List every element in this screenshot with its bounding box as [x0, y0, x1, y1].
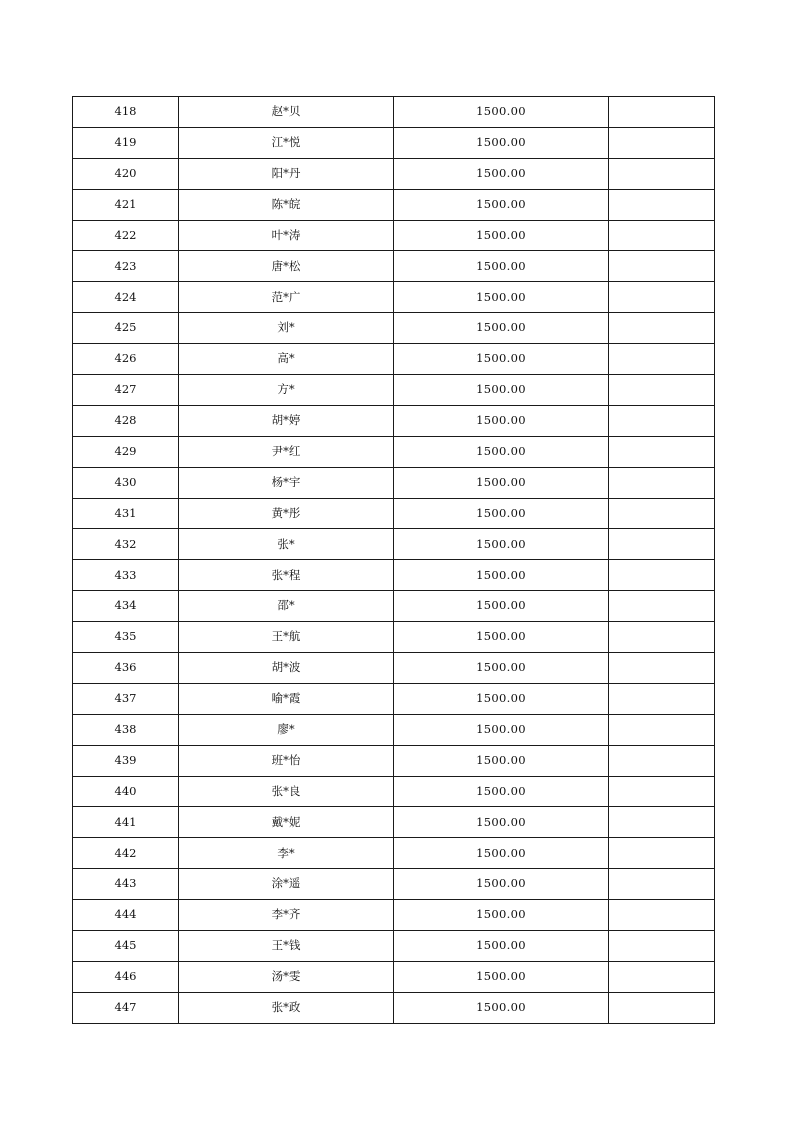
table-row — [73, 375, 715, 406]
serial-number-cell: 434 — [73, 591, 179, 622]
table-row — [73, 838, 715, 869]
name-cell: 李*齐 — [179, 900, 394, 931]
remark-cell — [609, 961, 715, 992]
amount-cell: 1500.00 — [394, 745, 609, 776]
serial-number-cell: 439 — [73, 745, 179, 776]
serial-number-cell: 421 — [73, 189, 179, 220]
remark-cell — [609, 127, 715, 158]
amount-cell: 1500.00 — [394, 498, 609, 529]
remark-cell — [609, 807, 715, 838]
amount-cell: 1500.00 — [394, 97, 609, 128]
table-row — [73, 97, 715, 128]
remark-cell — [609, 220, 715, 251]
remark-cell — [609, 97, 715, 128]
serial-number-cell: 447 — [73, 992, 179, 1023]
remark-cell — [609, 714, 715, 745]
name-cell: 喻*霞 — [179, 683, 394, 714]
table-row — [73, 189, 715, 220]
table-row — [73, 683, 715, 714]
amount-cell: 1500.00 — [394, 375, 609, 406]
amount-cell: 1500.00 — [394, 869, 609, 900]
serial-number-cell: 427 — [73, 375, 179, 406]
amount-cell: 1500.00 — [394, 282, 609, 313]
serial-number-cell: 432 — [73, 529, 179, 560]
amount-cell: 1500.00 — [394, 158, 609, 189]
remark-cell — [609, 931, 715, 962]
table-row — [73, 900, 715, 931]
serial-number-cell: 437 — [73, 683, 179, 714]
name-cell: 唐*松 — [179, 251, 394, 282]
remark-cell — [609, 467, 715, 498]
amount-cell: 1500.00 — [394, 189, 609, 220]
serial-number-cell: 433 — [73, 560, 179, 591]
remark-cell — [609, 900, 715, 931]
serial-number-cell: 441 — [73, 807, 179, 838]
amount-cell: 1500.00 — [394, 776, 609, 807]
serial-number-cell: 429 — [73, 436, 179, 467]
name-cell: 江*悦 — [179, 127, 394, 158]
serial-number-cell: 438 — [73, 714, 179, 745]
table-row — [73, 560, 715, 591]
serial-number-cell: 442 — [73, 838, 179, 869]
name-cell: 杨*宇 — [179, 467, 394, 498]
amount-cell: 1500.00 — [394, 992, 609, 1023]
amount-cell: 1500.00 — [394, 127, 609, 158]
remark-cell — [609, 653, 715, 684]
serial-number-cell: 425 — [73, 313, 179, 344]
amount-cell: 1500.00 — [394, 560, 609, 591]
table-row — [73, 992, 715, 1023]
serial-number-cell: 431 — [73, 498, 179, 529]
amount-cell: 1500.00 — [394, 961, 609, 992]
name-cell: 李* — [179, 838, 394, 869]
table-row — [73, 931, 715, 962]
table-row — [73, 344, 715, 375]
name-cell: 尹*红 — [179, 436, 394, 467]
serial-number-cell: 436 — [73, 653, 179, 684]
table-row — [73, 961, 715, 992]
remark-cell — [609, 591, 715, 622]
amount-cell: 1500.00 — [394, 653, 609, 684]
name-cell: 班*怡 — [179, 745, 394, 776]
amount-cell: 1500.00 — [394, 931, 609, 962]
remark-cell — [609, 189, 715, 220]
table-row — [73, 127, 715, 158]
table-row — [73, 653, 715, 684]
name-cell: 汤*雯 — [179, 961, 394, 992]
table-row — [73, 282, 715, 313]
remark-cell — [609, 683, 715, 714]
name-cell: 张*政 — [179, 992, 394, 1023]
table-row — [73, 436, 715, 467]
table-row — [73, 807, 715, 838]
roster-table — [72, 96, 715, 1024]
name-cell: 涂*遥 — [179, 869, 394, 900]
amount-cell: 1500.00 — [394, 807, 609, 838]
amount-cell: 1500.00 — [394, 344, 609, 375]
table-row — [73, 467, 715, 498]
serial-number-cell: 426 — [73, 344, 179, 375]
roster-table-body — [73, 97, 715, 1024]
name-cell: 方* — [179, 375, 394, 406]
remark-cell — [609, 313, 715, 344]
remark-cell — [609, 869, 715, 900]
remark-cell — [609, 622, 715, 653]
remark-cell — [609, 251, 715, 282]
remark-cell — [609, 344, 715, 375]
serial-number-cell: 440 — [73, 776, 179, 807]
serial-number-cell: 446 — [73, 961, 179, 992]
table-row — [73, 220, 715, 251]
remark-cell — [609, 838, 715, 869]
table-row — [73, 622, 715, 653]
remark-cell — [609, 529, 715, 560]
remark-cell — [609, 776, 715, 807]
name-cell: 张*程 — [179, 560, 394, 591]
table-row — [73, 405, 715, 436]
table-row — [73, 591, 715, 622]
name-cell: 廖* — [179, 714, 394, 745]
table-row — [73, 158, 715, 189]
amount-cell: 1500.00 — [394, 467, 609, 498]
serial-number-cell: 420 — [73, 158, 179, 189]
name-cell: 邵* — [179, 591, 394, 622]
remark-cell — [609, 436, 715, 467]
table-row — [73, 714, 715, 745]
remark-cell — [609, 498, 715, 529]
table-row — [73, 313, 715, 344]
name-cell: 赵*贝 — [179, 97, 394, 128]
serial-number-cell: 443 — [73, 869, 179, 900]
table-row — [73, 869, 715, 900]
table-row — [73, 251, 715, 282]
serial-number-cell: 445 — [73, 931, 179, 962]
table-row — [73, 776, 715, 807]
name-cell: 胡*婷 — [179, 405, 394, 436]
serial-number-cell: 444 — [73, 900, 179, 931]
serial-number-cell: 419 — [73, 127, 179, 158]
serial-number-cell: 435 — [73, 622, 179, 653]
name-cell: 范*广 — [179, 282, 394, 313]
amount-cell: 1500.00 — [394, 714, 609, 745]
name-cell: 张*良 — [179, 776, 394, 807]
remark-cell — [609, 282, 715, 313]
amount-cell: 1500.00 — [394, 220, 609, 251]
name-cell: 胡*波 — [179, 653, 394, 684]
serial-number-cell: 428 — [73, 405, 179, 436]
amount-cell: 1500.00 — [394, 405, 609, 436]
name-cell: 叶*涛 — [179, 220, 394, 251]
name-cell: 戴*妮 — [179, 807, 394, 838]
serial-number-cell: 430 — [73, 467, 179, 498]
amount-cell: 1500.00 — [394, 529, 609, 560]
name-cell: 阳*丹 — [179, 158, 394, 189]
name-cell: 刘* — [179, 313, 394, 344]
remark-cell — [609, 745, 715, 776]
table-row — [73, 529, 715, 560]
remark-cell — [609, 405, 715, 436]
remark-cell — [609, 375, 715, 406]
remark-cell — [609, 158, 715, 189]
serial-number-cell: 422 — [73, 220, 179, 251]
amount-cell: 1500.00 — [394, 900, 609, 931]
name-cell: 张* — [179, 529, 394, 560]
table-row — [73, 498, 715, 529]
amount-cell: 1500.00 — [394, 251, 609, 282]
amount-cell: 1500.00 — [394, 436, 609, 467]
amount-cell: 1500.00 — [394, 683, 609, 714]
remark-cell — [609, 992, 715, 1023]
name-cell: 陈*皖 — [179, 189, 394, 220]
remark-cell — [609, 560, 715, 591]
amount-cell: 1500.00 — [394, 313, 609, 344]
serial-number-cell: 418 — [73, 97, 179, 128]
amount-cell: 1500.00 — [394, 622, 609, 653]
amount-cell: 1500.00 — [394, 591, 609, 622]
name-cell: 高* — [179, 344, 394, 375]
amount-cell: 1500.00 — [394, 838, 609, 869]
name-cell: 王*航 — [179, 622, 394, 653]
name-cell: 黄*彤 — [179, 498, 394, 529]
name-cell: 王*钱 — [179, 931, 394, 962]
serial-number-cell: 423 — [73, 251, 179, 282]
serial-number-cell: 424 — [73, 282, 179, 313]
table-row — [73, 745, 715, 776]
